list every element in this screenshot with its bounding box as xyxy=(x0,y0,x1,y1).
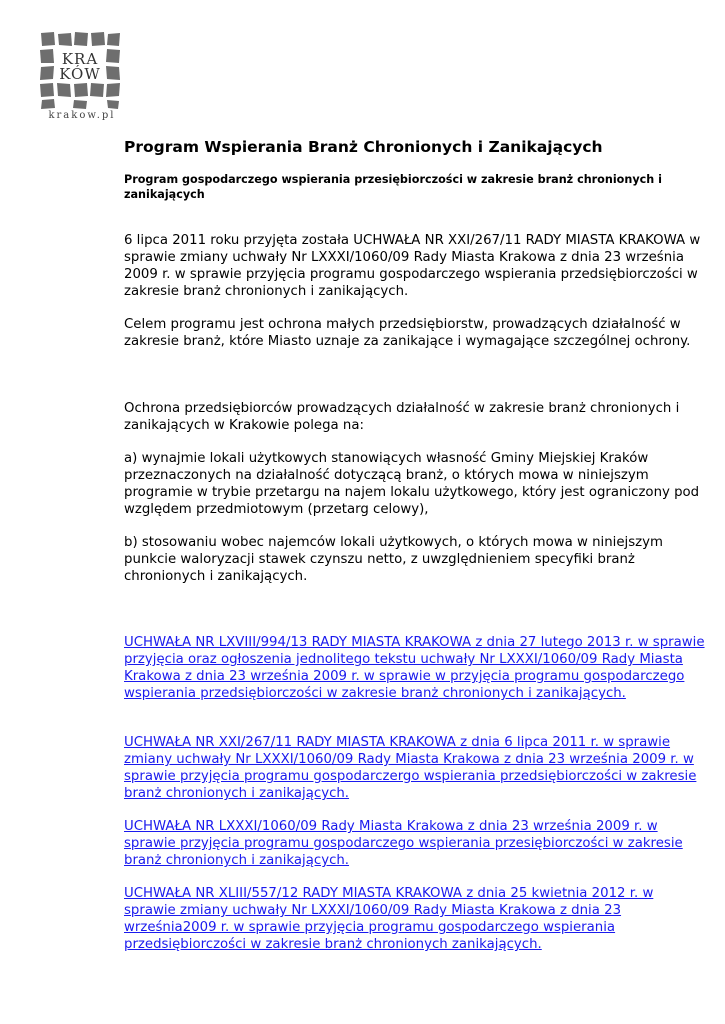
krakow-logo xyxy=(38,30,122,124)
resolution-link-2[interactable]: UCHWAŁA NR XXI/267/11 RADY MIASTA KRAKOWA z dnia 6 lipca 2011 r. w sprawie zmiany uchwały Nr LXXXI/1060/09 Rady Miasta Krakowa z dnia 23 września 2009 r. w sprawie przyjęcia programu gospodarczergo wspierania przedsiębiorczości w zakresie branż chronionych i zanikających. xyxy=(124,735,697,801)
page-title: Program Wspierania Branż Chronionych i Zanikających xyxy=(124,138,603,156)
paragraph-item-b: b) stosowaniu wobec najemców lokali użytkowych, o których mowa w niniejszym punkcie waloryzacji stawek czynszu netto, z uwzględnieniem specyfiki branż chronionych i zanikających. xyxy=(124,535,663,584)
logo-url: krakow.pl xyxy=(48,110,116,121)
krakow-logo-wordmark xyxy=(48,52,112,82)
resolution-link-4[interactable]: UCHWAŁA NR XLIII/557/12 RADY MIASTA KRAKOWA z dnia 25 kwietnia 2012 r. w sprawie zmiany uchwały Nr LXXXI/1060/09 Rady Miasta Krakowa z dnia 23 września2009 r. w sprawie przyjęcia programu gospodarczego wspierania przedsiębiorczości w zakresie branż chronionych zanikających. xyxy=(124,886,654,952)
paragraph-intro: 6 lipca 2011 roku przyjęta została UCHWAŁA NR XXI/267/11 RADY MIASTA KRAKOWA w sprawie zmiany uchwały Nr LXXXI/1060/09 Rady Miasta Krakowa z dnia 23 września 2009 r. w sprawie przyjęcia programu gospodarczego wspierania przedsiębiorczości w zakresie branż chronionych i zanikających. xyxy=(124,233,701,299)
paragraph-protection: Ochrona przedsiębiorców prowadzących działalność w zakresie branż chronionych i zanikających w Krakowie polega na: xyxy=(124,401,680,433)
resolution-link-3[interactable]: UCHWAŁA NR LXXXI/1060/09 Rady Miasta Krakowa z dnia 23 września 2009 r. w sprawie przyjęcia programu gospodarczego wspierania przesiębiorczości w zakresie branż chronionych i zanikających. xyxy=(124,819,683,868)
page-subtitle: Program gospodarczego wspierania przesiębiorczości w zakresie branż chronionych i zanikających xyxy=(124,173,662,201)
paragraph-item-a: a) wynajmie lokali użytkowych stanowiących własność Gminy Miejskiej Kraków przeznaczonych na działalność dotyczącą branż, o których mowa w niniejszym programie w trybie przetargu na najem lokalu użytkowego, który jest ograniczony pod względem przedmiotowym (przetarg celowy), xyxy=(124,451,700,517)
paragraph-goal: Celem programu jest ochrona małych przedsiębiorstw, prowadzących działalność w zakresie branż, które Miasto uznaje za zanikające i wymagające szczególnej ochrony. xyxy=(124,317,691,349)
logo-text-line1: KRA xyxy=(61,50,99,68)
resolution-link-1[interactable]: UCHWAŁA NR LXVIII/994/13 RADY MIASTA KRAKOWA z dnia 27 lutego 2013 r. w sprawie przyjęcia oraz ogłoszenia jednolitego tekstu uchwały Nr LXXXI/1060/09 Rady Miasta Krakowa z dnia 23 września 2009 r. w sprawie w przyjęcia programu gospodarczego wspierania przedsiębiorczości w zakresie branż chronionych i zanikających. xyxy=(124,635,705,701)
logo-text-line2: KÓW xyxy=(59,65,101,83)
